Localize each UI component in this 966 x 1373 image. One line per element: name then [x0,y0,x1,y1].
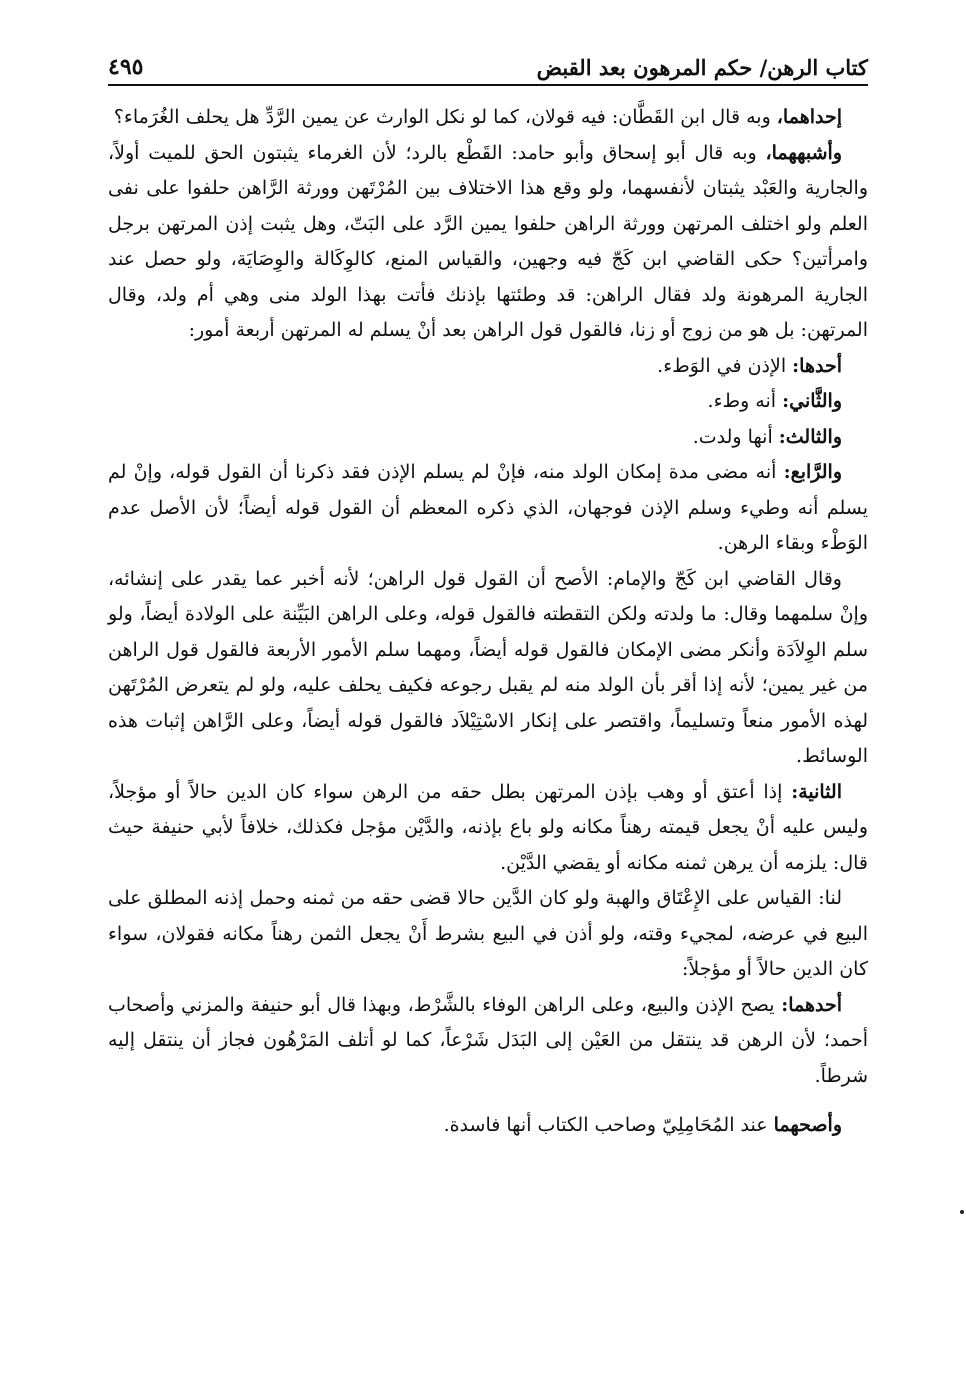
paragraph-8 [108,775,868,882]
paragraph-text: وبه قال أبو إسحاق وأبو حامد: القَطْع بالرد؛ لأن الغرماء يثبتون الحق للميت أولاً، والجارية والعَبْد يثبتان لأنفسهما، ولو وقع هذا الاختلاف بين المُرْتَهن وورثة الرَّاهن حلفوا على نفى العلم ولو اختلف المرتهن وورثة الراهن حلفوا يمين الرَّد على البَتّ، وهل يثبت إذن المرتهن برجل وامرأتين؟ حكى القاضي ابن كَجّ فيه وجهين، والقياس المنع، كالوِكَالة والوِصَايَة، ولو حصل عند الجارية المرهونة ولد فقال الراهن: قد وطئتها بإذنك فأتت بهذا الولد منى وهي أم ولد، وقال المرتهن: بل هو من زوج أو زنا، فالقول قول الراهن بعد أنْ يسلم له المرتهن أربعة أمور: [108,141,868,341]
paragraph-text: أنه وطء. [707,390,783,412]
paragraph-lead: والثَّاني: [782,390,842,412]
paragraph-10 [108,988,868,1095]
paragraph-text: لنا: القياس على الإِعْتَاق والهبة ولو كان الدَّين حالا قضى حقه من ثمنه وحمل إذنه المطلق على البيع في عرضه، لمجيء وقته، ولو أذن في البيع بشرط أَنْ يجعل الثمن رهناً مكانه فقولان، سواء كان الدين حالاً أو مؤجلاً: [108,887,868,980]
paragraph-7 [108,562,868,775]
paragraph-text: إذا أعتق أو وهب بإذن المرتهن بطل حقه من الرهن سواء كان الدين حالاً أو مؤجلاً، وليس عليه أنْ يجعل قيمته رهناً مكانه ولو باع بإذنه، والدَّيْن مؤجل فكذلك، خلافاً لأبي حنيفة حيث قال: يلزمه أن يرهن ثمنه مكانه أو يقضي الدَّيْن. [108,780,868,874]
paragraph-lead: الثانية: [791,780,842,803]
paragraph-text: وقال القاضي ابن كَجّ والإمام: الأصح أن القول قول الراهن؛ لأنه أخبر عما يقدر على إنشائه، وإنْ سلمهما وقال: ما ولدته ولكن التقطته فالقول قوله، وعلى الراهن البَيِّنة على الولادة أيضاً، ولو سلم الوِلاَدَة وأنكر مضى الإمكان فالقول قوله أيضاً، ومهما سلم الأمور الأربعة فالقول قول الراهن من غير يمين؛ لأنه إذا أقر بأن الولد منه لم يقبل رجوعه فكيف يحلف عليه، ولو لم يتعرض المُرْتَهن لهذه الأمور منعاً وتسليماً، واقتصر على إنكار الاسْتِيْلاَد فالقول قوله أيضاً، وعلى الرَّاهن إثبات هذه الوسائط. [108,567,868,767]
paragraph-lead: إحداهما، [776,106,842,128]
paragraph-5 [108,420,868,456]
paragraph-text: الإذن في الوَطء. [657,354,793,377]
paragraph-text: أنها ولدت. [692,425,779,448]
paragraph-lead: أحدهما: [781,993,842,1016]
book-page [108,36,868,1336]
paragraph-2 [108,136,868,349]
page-body [108,100,868,1144]
page-header [108,36,868,86]
page-number: ٤٩٥ [108,54,144,80]
paragraph-4 [108,384,868,420]
paragraph-6 [108,455,868,562]
paragraph-lead: وأصحهما [773,1114,842,1136]
running-title: كتاب الرهن/ حكم المرهون بعد القبض [536,55,868,80]
paragraph-11 [108,1108,868,1144]
paragraph-text: يصح الإذن والبيع، وعلى الراهن الوفاء بالشَّرْط، وبهذا قال أبو حنيفة والمزني وأصحاب أحمد؛ لأن الرهن قد ينتقل من العَيْن إلى البَدَل شَرْعاً، كما لو أتلف المَرْهُون فجاز أن ينتقل إليه شرطاً. [108,993,868,1087]
paragraph-text: أنه مضى مدة إمكان الولد منه، فإنْ لم يسلم الإذن فقد ذكرنا أن القول قوله، وإنْ لم يسلم أنه وطيء وسلم الإذن فوجهان، الذي ذكره المعظم أن القول قوله أيضاً؛ لأن الأصل عدم الوَطْء وبقاء الرهن. [108,461,868,554]
paragraph-3 [108,349,868,385]
paragraph-9 [108,881,868,988]
scan-speck [960,1210,964,1214]
paragraph-lead: أحدها: [792,354,842,377]
paragraph-lead: والثالث: [778,425,842,448]
paragraph-lead: والرَّابع: [783,461,842,483]
paragraph-lead: وأشبههما، [765,141,842,164]
paragraph-1 [108,100,868,136]
paragraph-text: وبه قال ابن القَطَّان: فيه قولان، كما لو نكل الوارث عن يمين الرَّدِّ هل يحلف الغُرَماء؟ [113,106,777,128]
paragraph-text: عند المُحَامِلِيّ وصاحب الكتاب أنها فاسدة. [443,1114,774,1136]
